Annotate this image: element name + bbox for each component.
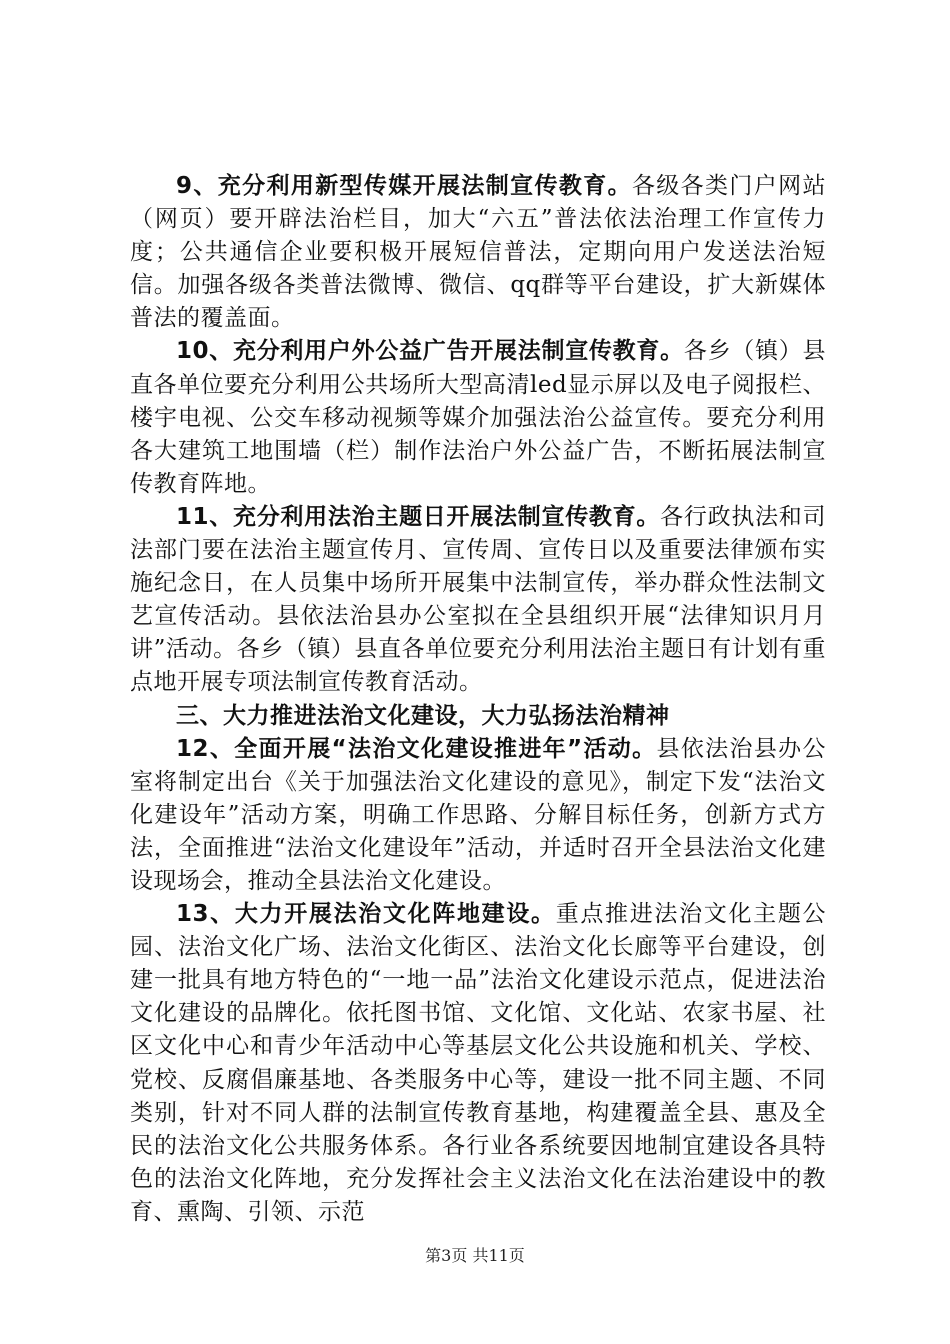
- page-number: 第3页 共11页: [425, 1246, 525, 1265]
- paragraph-lead: 10、充分利用户外公益广告开展法制宣传教育。: [176, 338, 684, 365]
- paragraph-lead: 11、充分利用法治主题日开展法制宣传教育。: [176, 503, 661, 530]
- paragraph-text: 重点推进法治文化主题公园、法治文化广场、法治文化街区、法治文化长廊等平台建设，创建一批具有地方特色的“一地一品”法治文化建设示范点，促进法治文化建设的品牌化。依托图书馆、文化馆、文化站、农家书屋、社区文化中心和青少年活动中心等基层文化公共设施和机关、学校、党校、反腐倡廉基地、各类服务中心等，建设一批不同主题、不同类别，针对不同人群的法制宣传教育基地，构建覆盖全县、惠及全民的法治文化公共服务体系。各行业各系统要因地制宜建设各具特色的法治文化阵地，充分发挥社会主义法治文化在法治建设中的教育、熏陶、引领、示范: [130, 901, 826, 1225]
- paragraph-lead: 12、全面开展“法治文化建设推进年”活动。: [176, 735, 657, 762]
- paragraph-10: [130, 335, 826, 500]
- paragraph-9: [130, 170, 826, 335]
- paragraph-text: 县依法治县办公室将制定出台《关于加强法治文化建设的意见》，制定下发“法治文化建设年”活动方案，明确工作思路、分解目标任务，创新方式方法，全面推进“法治文化建设年”活动，并适时召开全县法治文化建设现场会，推动全县法治文化建设。: [130, 735, 827, 894]
- section-heading: 三、大力推进法治文化建设，大力弘扬法治精神: [176, 702, 670, 729]
- paragraph-12: [130, 733, 826, 898]
- paragraph-text: 各行政执法和司法部门要在法治主题宣传月、宣传周、宣传日以及重要法律颁布实施纪念日，在人员集中场所开展集中法制宣传，举办群众性法制文艺宣传活动。县依法治县办公室拟在全县组织开展“法律知识月月讲”活动。各乡（镇）县直各单位要充分利用法治主题日有计划有重点地开展专项法制宣传教育活动。: [130, 503, 827, 696]
- paragraph-text: 各级各类门户网站（网页）要开辟法治栏目，加大“六五”普法依法治理工作宣传力度；公共通信企业要积极开展短信普法，定期向用户发送法治短信。加强各级各类普法微博、微信、qq群等平台建设，扩大新媒体普法的覆盖面。: [130, 173, 826, 332]
- paragraph-11: [130, 501, 826, 700]
- paragraph-13: [130, 898, 826, 1229]
- paragraph-lead: 13、大力开展法治文化阵地建设。: [176, 901, 556, 928]
- paragraph-text: 各乡（镇）县直各单位要充分利用公共场所大型高清led显示屏以及电子阅报栏、楼宇电视、公交车移动视频等媒介加强法治公益宣传。要充分利用各大建筑工地围墙（栏）制作法治户外公益广告，不断拓展法制宣传教育阵地。: [130, 338, 826, 497]
- paragraph-lead: 9、充分利用新型传媒开展法制宣传教育。: [176, 173, 632, 199]
- document-body: [130, 170, 826, 1229]
